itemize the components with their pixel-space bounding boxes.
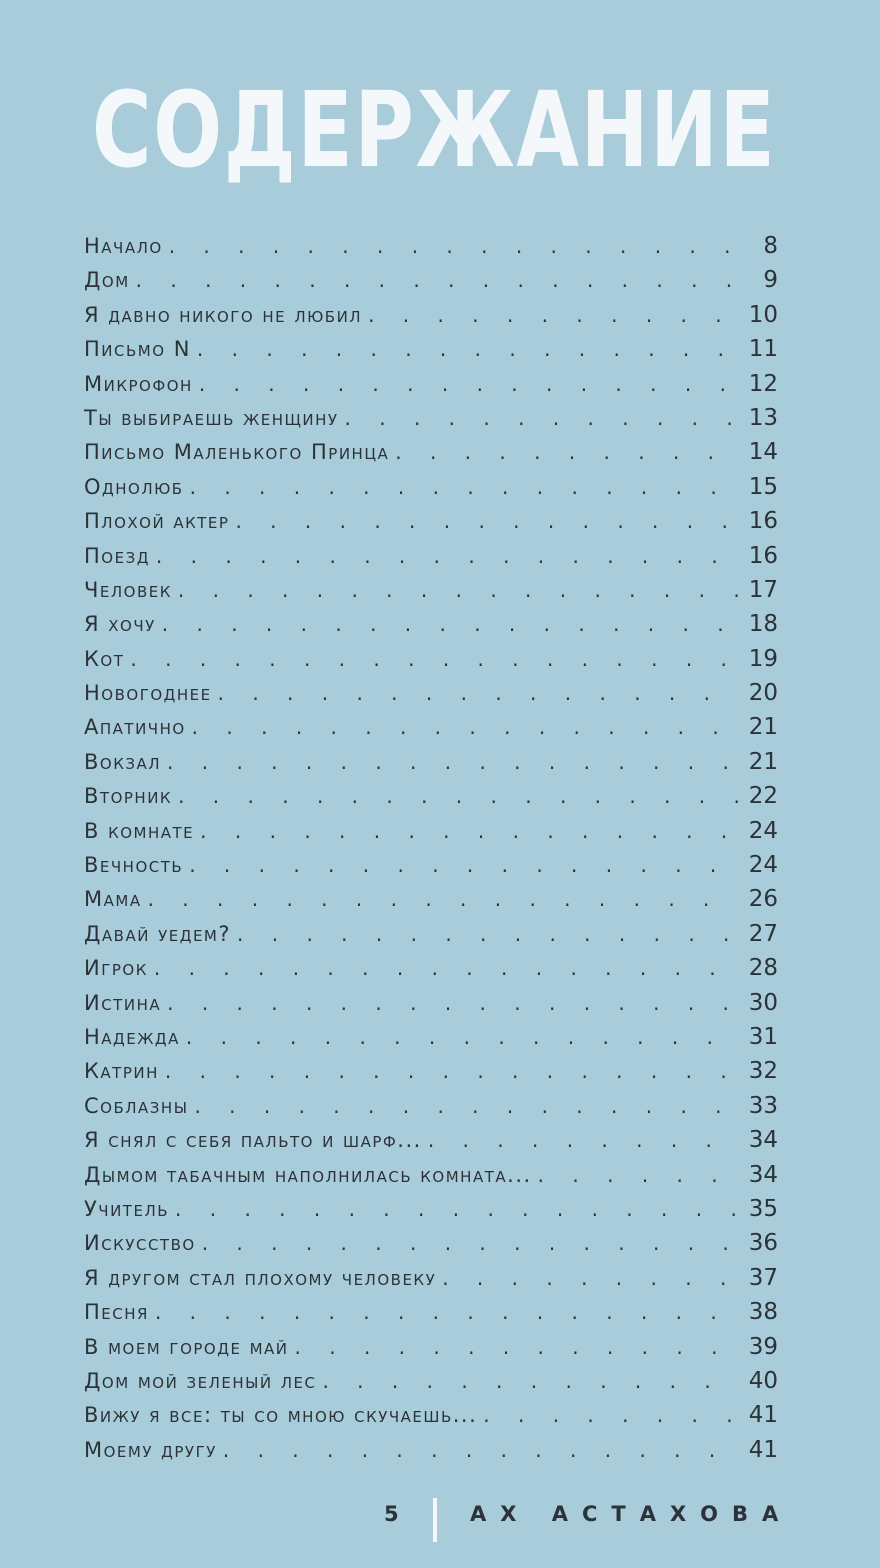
toc-entry (84, 474, 778, 508)
toc-entry (84, 783, 778, 817)
toc-entry (84, 508, 778, 542)
toc-entry (84, 302, 778, 336)
toc-entry-page: 34 (748, 1127, 778, 1154)
toc-dot-leader (368, 303, 739, 327)
toc-entry (84, 577, 778, 611)
toc-entry-title: В комнате (84, 818, 195, 843)
toc-entry-title: Катрин (84, 1059, 159, 1084)
toc-entry-title: Новогоднее (84, 681, 212, 706)
toc-dot-leader (190, 475, 739, 499)
toc-entry (84, 543, 778, 577)
toc-entry (84, 1058, 778, 1092)
toc-dot-leader (237, 922, 739, 946)
toc-entry (84, 1334, 778, 1368)
toc-entry-title: Истина (84, 990, 162, 1015)
toc-entry (84, 852, 778, 886)
toc-entry-title: Письмо N (84, 337, 191, 362)
toc-entry-page: 41 (748, 1436, 778, 1463)
toc-entry-title: Моему другу (84, 1437, 217, 1462)
toc-dot-leader (295, 1335, 739, 1359)
toc-dot-leader (178, 784, 739, 808)
toc-entry-title: Микрофон (84, 371, 193, 396)
toc-dot-leader (538, 1163, 739, 1187)
toc-entry (84, 1402, 778, 1436)
toc-entry-title: Вокзал (84, 749, 162, 774)
toc-entry-page: 20 (748, 680, 778, 707)
toc-entry-page: 18 (748, 611, 778, 638)
toc-entry (84, 371, 778, 405)
toc-entry-title: Ты выбираешь женщину (84, 405, 339, 430)
toc-entry-page: 32 (748, 1058, 778, 1085)
toc-entry-page: 24 (748, 817, 778, 844)
toc-entry (84, 990, 778, 1024)
toc-dot-leader (194, 1094, 738, 1118)
toc-entry-title: Я другом стал плохому человеку (84, 1265, 437, 1290)
toc-entry-page: 31 (748, 1023, 778, 1050)
toc-dot-leader (154, 956, 739, 980)
toc-dot-leader (199, 372, 739, 396)
toc-dot-leader (130, 647, 738, 671)
toc-entry-page: 21 (748, 748, 778, 775)
toc-entry (84, 818, 778, 852)
toc-entry-title: Плохой актер (84, 509, 230, 534)
toc-dot-leader (186, 1025, 739, 1049)
toc-entry-page: 40 (748, 1367, 778, 1394)
toc-entry-page: 28 (748, 955, 778, 982)
toc-dot-leader (345, 406, 739, 430)
toc-entry-page: 19 (748, 645, 778, 672)
toc-entry-title: Апатично (84, 715, 186, 740)
toc-dot-leader (223, 1438, 739, 1462)
toc-entry (84, 955, 778, 989)
toc-entry (84, 233, 778, 267)
toc-dot-leader (178, 578, 739, 602)
page-footer (0, 1498, 880, 1548)
toc-dot-leader (235, 509, 738, 533)
toc-entry (84, 1437, 778, 1471)
toc-entry (84, 1024, 778, 1058)
toc-entry-page: 9 (763, 267, 778, 294)
toc-dot-leader (165, 1059, 739, 1083)
toc-dot-leader (428, 1128, 739, 1152)
toc-entry (84, 336, 778, 370)
toc-entry-title: Дымом табачным наполнилась комната... (84, 1162, 532, 1187)
toc-entry (84, 1196, 778, 1230)
toc-entry-page: 33 (748, 1092, 778, 1119)
toc-dot-leader (189, 853, 739, 877)
toc-dot-leader (148, 887, 739, 911)
toc-entry (84, 439, 778, 473)
toc-entry-page: 17 (748, 576, 778, 603)
toc-entry (84, 714, 778, 748)
toc-entry (84, 405, 778, 439)
toc-entry (84, 749, 778, 783)
toc-entry-title: В моем городе май (84, 1334, 289, 1359)
toc-entry-title: Надежда (84, 1024, 180, 1049)
toc-entry-title: Давай уедем? (84, 921, 232, 946)
toc-entry-title: Песня (84, 1300, 149, 1325)
toc-entry (84, 921, 778, 955)
toc-entry-page: 24 (748, 852, 778, 879)
footer-divider (433, 1498, 437, 1542)
toc-dot-leader (167, 991, 739, 1015)
toc-entry-title: Письмо Маленького Принца (84, 440, 390, 465)
toc-entry-title: Учитель (84, 1196, 170, 1221)
toc-entry-page: 12 (748, 370, 778, 397)
toc-entry-title: Начало (84, 234, 163, 258)
toc-entry-title: Я давно никого не любил (84, 302, 363, 327)
toc-dot-leader (395, 440, 738, 464)
toc-entry-title: Вторник (84, 784, 173, 809)
toc-entry-title: Дом (84, 268, 130, 293)
toc-entry-page: 14 (748, 439, 778, 466)
page-title: СОДЕРЖАНИЕ (92, 69, 777, 191)
toc-entry (84, 646, 778, 680)
toc-dot-leader (169, 234, 754, 258)
toc-entry-title: Искусство (84, 1231, 196, 1256)
toc-entry (84, 1127, 778, 1161)
toc-dot-leader (197, 337, 739, 361)
toc-dot-leader (156, 544, 739, 568)
toc-dot-leader (483, 1403, 738, 1427)
toc-dot-leader (322, 1369, 738, 1393)
toc-entry-page: 30 (748, 989, 778, 1016)
toc-entry-page: 27 (748, 920, 778, 947)
table-of-contents (84, 233, 778, 1471)
toc-entry-page: 16 (748, 542, 778, 569)
toc-entry (84, 1162, 778, 1196)
toc-entry (84, 611, 778, 645)
toc-dot-leader (202, 1231, 739, 1255)
toc-entry-title: Однолюб (84, 474, 184, 499)
toc-entry-page: 15 (748, 473, 778, 500)
toc-entry-page: 35 (748, 1195, 778, 1222)
toc-entry-title: Кот (84, 646, 125, 671)
toc-entry-page: 13 (748, 404, 778, 431)
toc-entry (84, 1368, 778, 1402)
toc-entry-title: Дом мой зеленый лес (84, 1368, 317, 1393)
toc-entry (84, 1093, 778, 1127)
toc-entry-title: Человек (84, 577, 172, 602)
toc-entry-page: 37 (748, 1264, 778, 1291)
toc-entry (84, 1265, 778, 1299)
toc-dot-leader (175, 1197, 739, 1221)
toc-entry-page: 38 (748, 1299, 778, 1326)
toc-entry-title: Соблазны (84, 1093, 189, 1118)
toc-entry-page: 16 (748, 508, 778, 535)
toc-entry-title: Поезд (84, 543, 150, 568)
toc-entry-page: 11 (748, 336, 778, 363)
toc-dot-leader (155, 1300, 739, 1324)
toc-entry-page: 39 (748, 1333, 778, 1360)
toc-entry-title: Я снял с себя пальто и шарф... (84, 1128, 422, 1153)
toc-dot-leader (136, 268, 754, 292)
toc-entry-page: 8 (763, 233, 778, 259)
toc-entry (84, 1230, 778, 1264)
toc-entry-page: 22 (748, 783, 778, 810)
toc-entry-page: 10 (748, 301, 778, 328)
toc-entry-page: 41 (748, 1402, 778, 1429)
toc-dot-leader (167, 750, 739, 774)
toc-entry-title: Мама (84, 887, 142, 912)
toc-entry (84, 680, 778, 714)
toc-dot-leader (218, 681, 739, 705)
toc-entry-title: Игрок (84, 956, 148, 981)
toc-dot-leader (192, 715, 739, 739)
toc-entry-title: Вечность (84, 853, 184, 878)
toc-entry (84, 1299, 778, 1333)
footer-page-number: 5 (384, 1502, 399, 1526)
toc-entry (84, 267, 778, 301)
footer-author: АХ АСТАХОВА (470, 1502, 793, 1526)
toc-entry-page: 34 (748, 1161, 778, 1188)
toc-entry-page: 36 (748, 1230, 778, 1257)
toc-dot-leader (162, 612, 739, 636)
toc-entry (84, 886, 778, 920)
toc-entry-title: Я хочу (84, 612, 156, 637)
toc-dot-leader (442, 1266, 739, 1290)
toc-entry-page: 21 (748, 714, 778, 741)
toc-entry-page: 26 (748, 886, 778, 913)
toc-dot-leader (200, 819, 739, 843)
toc-entry-title: Вижу я все: ты со мною скучаешь... (84, 1403, 478, 1428)
